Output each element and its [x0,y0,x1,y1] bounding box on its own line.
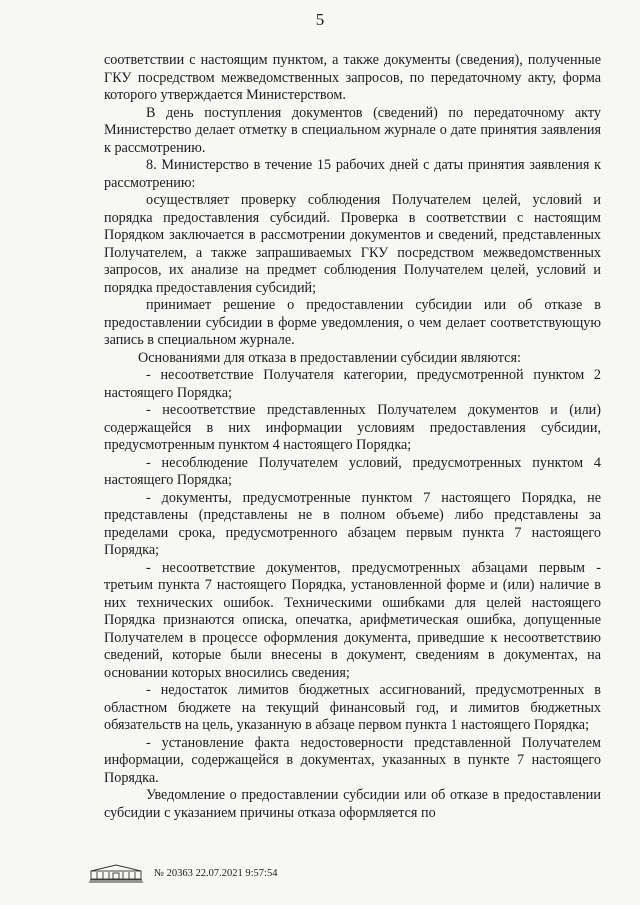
paragraph: - несоблюдение Получателем условий, предусмотренных пунктом 4 настоящего Порядка; [104,454,601,488]
paragraph: Уведомление о предоставлении субсидии или об отказе в предоставлении субсидии с указанием причины отказа оформляется по [104,787,601,821]
paragraph: 8. Министерство в течение 15 рабочих дней с даты принятия заявления к рассмотрению: [104,157,601,191]
paragraph: - недостаток лимитов бюджетных ассигнований, предусмотренных в областном бюджете на текущий финансовый год, и лимитов бюджетных обязательств на цель, указанную в абзаце первом пункта 1 настоящего Порядка; [104,682,601,733]
paragraph: Основаниями для отказа в предоставлении субсидии являются: [138,349,521,366]
paragraph: - несоответствие представленных Получателем документов и (или) содержащейся в них информации условиям предоставления субсидии, предусмотренным пунктом 4 настоящего Порядка; [104,402,601,453]
paragraph: соответствии с настоящим пунктом, а также документы (сведения), полученные ГКУ посредством межведомственных запросов, по передаточному акту, форма которого утверждается Министерством. [104,52,601,103]
registration-stamp: № 20363 22.07.2021 9:57:54 [154,867,278,879]
document-body [104,52,601,822]
paragraph: - документы, предусмотренные пунктом 7 настоящего Порядка, не представлены (представлены не в полном объеме) либо представлены за пределами срока, предусмотренного абзацем первым пункта 7 настоящего Порядка; [104,489,601,558]
registration-footer [88,862,277,884]
page-number: 5 [315,10,325,29]
paragraph: В день поступления документов (сведений) по передаточному акту Министерство делает отметку в специальном журнале о дате принятия заявления к рассмотрению. [104,104,601,156]
paragraph: - установление факта недостоверности представленной Получателем информации, содержащейся в документах, указанных в пункте 7 настоящего Порядка. [104,734,601,786]
building-emblem-icon [88,863,144,883]
paragraph: принимает решение о предоставлении субсидии или об отказе в предоставлении субсидии в форме уведомления, о чем делает соответствующую запись в специальном журнале. [104,297,601,348]
paragraph: осуществляет проверку соблюдения Получателем целей, условий и порядка предоставления субсидий. Проверка в соответствии с настоящим Порядком заключается в рассмотрении документов и сведений, представленных Получателем, а также запрашиваемых ГКУ посредством межведомственных запросов, их анализе на предмет соблюдения Получателем целей, условий и порядка предоставления субсидий; [104,192,601,296]
paragraph: - несоответствие документов, предусмотренных абзацами первым - третьим пункта 7 настоящего Порядка, установленной форме и (или) наличие в них технических ошибок. Техническими ошибками для целей настоящего Порядка признаются описка, опечатка, арифметическая ошибка, допущенные Получателем в процессе оформления документа, приведшие к несоответствию сведений, которые были внесены в документ, сведениям в документах, на основании которых вносились сведения; [104,559,601,681]
paragraph: - несоответствие Получателя категории, предусмотренной пунктом 2 настоящего Порядка; [104,367,601,401]
